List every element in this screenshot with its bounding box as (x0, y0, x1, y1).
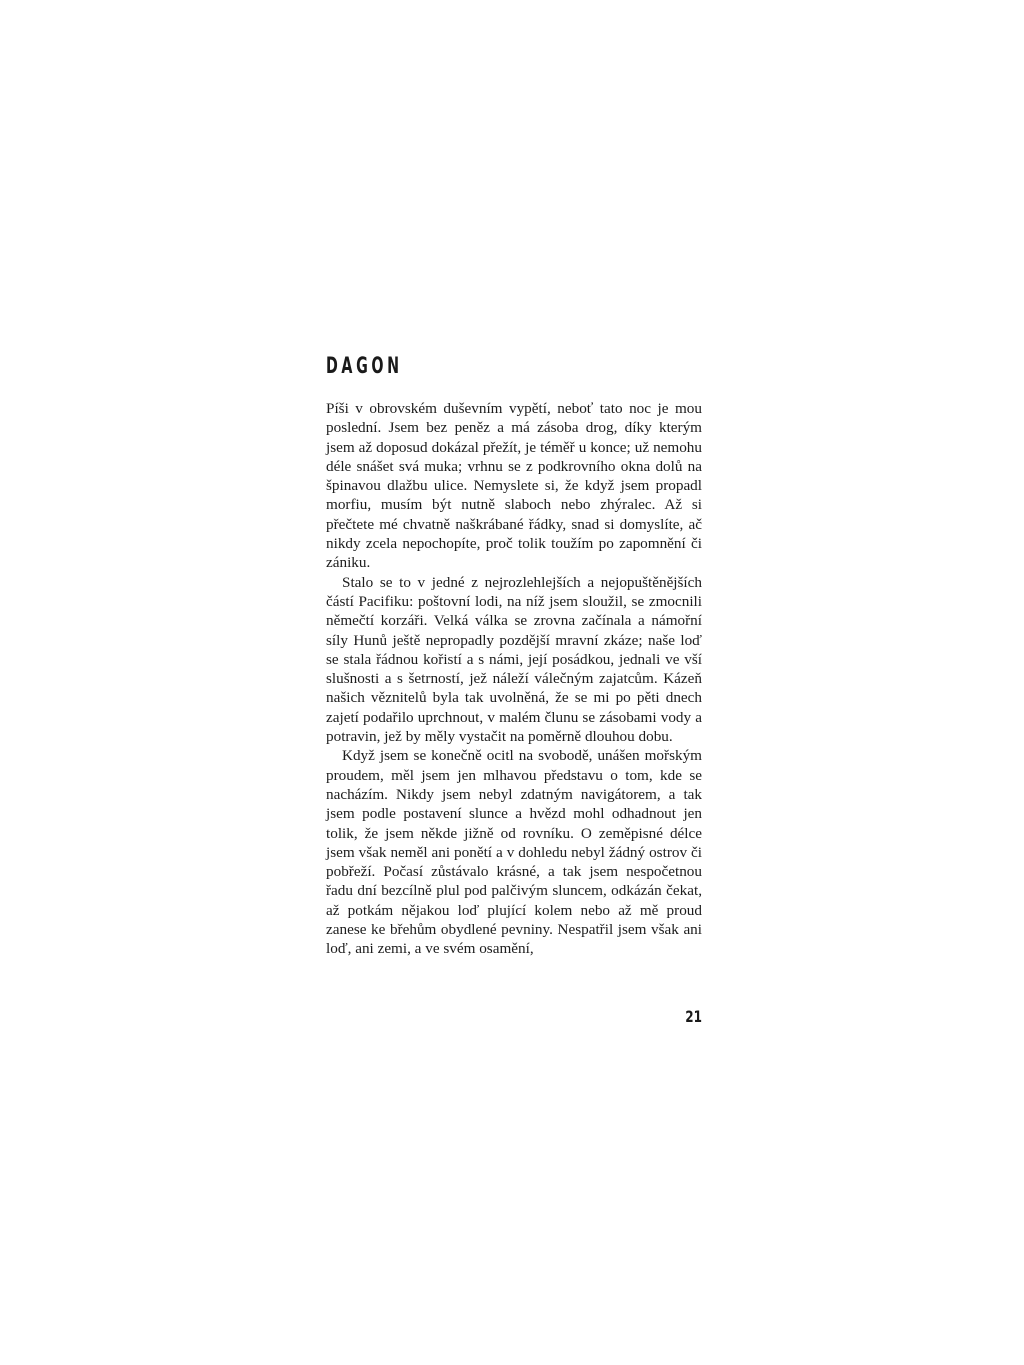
paragraph-3: Když jsem se konečně ocitl na svobodě, unášen mořským proudem, měl jsem jen mlhavou představu o tom, kde se nacházím. Nikdy jsem nebyl zdatným navigátorem, a tak jsem podle postavení slunce a hvězd mohl odhadnout jen tolik, že jsem někde jižně od rovníku. O zeměpisné délce jsem však neměl ani ponětí a v dohledu nebyl žádný ostrov či pobřeží. Počasí zůstávalo krásné, a tak jsem nespočetnou řadu dní bezcílně plul pod palčivým sluncem, odkázán čekat, až potkám nějakou loď plující kolem nebo až mě proud zanese ke břehům obydlené pevniny. Nespatřil jsem však ani loď, ani zemi, a ve svém osamění, (326, 747, 702, 958)
chapter-body (326, 399, 702, 959)
chapter-title: DAGON (326, 354, 403, 379)
page-number: 21 (685, 1007, 702, 1026)
paragraph-1: Píši v obrovském duševním vypětí, neboť tato noc je mou poslední. Jsem bez peněz a má zásoba drog, díky kterým jsem až doposud dokázal přežít, je téměř u konce; už nemohu déle snášet svá muka; vrhnu se z podkrovního okna dolů na špinavou dlažbu ulice. Nemyslete si, že když jsem propadl morfiu, musím být nutně slaboch nebo zhýralec. Až si přečtete mé chvatně naškrábané řádky, snad si domyslíte, ač nikdy zcela nepochopíte, proč tolik toužím po zapomnění či zániku. (326, 400, 702, 572)
paragraph-2: Stalo se to v jedné z nejrozlehlejších a nejopuštěnějších částí Pacifiku: poštovní lodi, na níž jsem sloužil, se zmocnili němečtí korzáři. Velká válka se zrovna začínala a námořní síly Hunů ještě nepropadly pozdější mravní zkáze; naše loď se stala řádnou kořistí a s námi, její posádkou, jednali ve vší slušnosti a s šetrností, jež náleží válečným zajatcům. Kázeň našich věznitelů byla tak uvolněná, že se mi po pěti dnech zajetí podařilo uprchnout, v malém člunu se zásobami vody a potravin, jež by měly vystačit na poměrně dlouhou dobu. (326, 573, 702, 746)
